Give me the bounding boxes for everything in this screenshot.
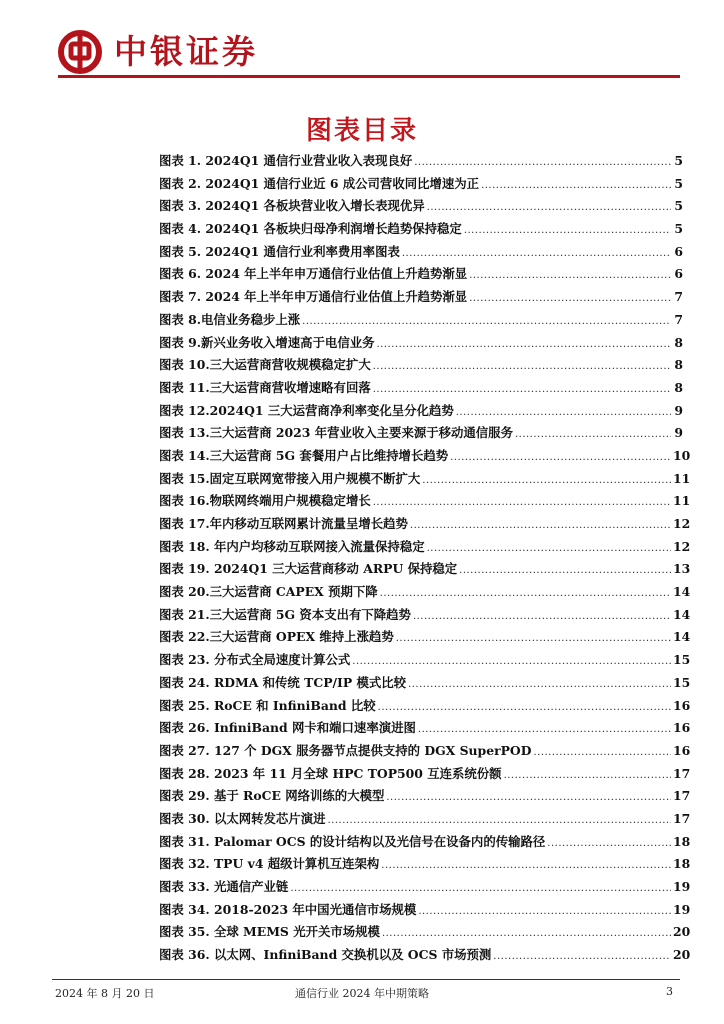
- toc-entry[interactable]: [159, 945, 691, 968]
- toc-dot-leader: [427, 202, 671, 213]
- toc-dot-leader: [413, 611, 671, 622]
- toc-entry-label: 图表 24. RDMA 和传统 TCP/IP 模式比较: [159, 674, 407, 690]
- toc-entry-label: 图表 33. 光通信产业链: [159, 879, 289, 894]
- toc-dot-leader: [464, 225, 671, 236]
- toc-entry[interactable]: [159, 786, 691, 809]
- toc-entry-label: 图表 29. 基于 RoCE 网络训练的大模型: [159, 788, 385, 804]
- toc-entry-page: 16: [673, 697, 691, 713]
- toc-dot-leader: [493, 951, 671, 962]
- toc-entry-label: 图表 5. 2024Q1 通信行业利率费用率图表: [159, 243, 400, 259]
- toc-entry-label: 图表 12.2024Q1 三大运营商净利率变化呈分化趋势: [159, 402, 454, 418]
- toc-dot-leader: [396, 633, 671, 644]
- toc-entry-page: 17: [673, 788, 691, 804]
- toc-entry-label: 图表 10.三大运营商营收规模稳定扩大: [159, 357, 371, 373]
- toc-entry-label: 图表 31. Palomar OCS 的设计结构以及光信号在设备内的传输路径: [159, 833, 546, 849]
- toc-entry[interactable]: [159, 832, 691, 855]
- toc-entry-label: 图表 19. 2024Q1 三大运营商移动 ARPU 保持稳定: [159, 561, 458, 577]
- toc-dot-leader: [290, 883, 671, 894]
- toc-entry-label: 图表 35. 全球 MEMS 光开关市场规模: [159, 924, 380, 940]
- toc-entry[interactable]: [159, 264, 683, 287]
- toc-entry-page: 7: [674, 289, 683, 305]
- toc-entry-label: 图表 6. 2024 年上半年申万通信行业估值上升趋势渐显: [159, 266, 468, 282]
- toc-dot-leader: [386, 792, 671, 803]
- toc-entry-page: 14: [673, 606, 691, 622]
- toc-dot-leader: [414, 157, 671, 168]
- toc-entry[interactable]: [159, 333, 683, 356]
- toc-entry-label: 图表 1. 2024Q1 通信行业营业收入表现良好: [159, 153, 413, 168]
- page-header: [48, 22, 678, 82]
- toc-entry-label: 图表 11.三大运营商营收增速略有回落: [159, 379, 371, 395]
- toc-entry-label: 图表 28. 2023 年 11 月全球 HPC TOP500 互连系统份额: [159, 765, 502, 781]
- toc-entry[interactable]: [159, 491, 691, 514]
- toc-entry-page: 5: [674, 153, 683, 168]
- toc-entry-page: 13: [673, 561, 691, 577]
- toc-entry-page: 20: [673, 947, 691, 963]
- toc-entry-label: 图表 2. 2024Q1 通信行业近 6 成公司营收同比增速为正: [159, 175, 480, 191]
- toc-dot-leader: [469, 270, 671, 281]
- toc-dot-leader: [408, 679, 671, 690]
- toc-dot-leader: [515, 429, 671, 440]
- toc-entry[interactable]: [159, 696, 691, 719]
- toc-entry-label: 图表 30. 以太网转发芯片演进: [159, 810, 326, 826]
- toc-entry-page: 8: [674, 379, 683, 395]
- toc-dot-leader: [410, 520, 671, 531]
- toc-entry[interactable]: [159, 809, 691, 832]
- toc-entry-label: 图表 3. 2024Q1 各板块营业收入增长表现优异: [159, 198, 425, 214]
- toc-entry-page: 6: [674, 243, 683, 259]
- toc-entry-page: 12: [673, 516, 691, 531]
- toc-entry-label: 图表 4. 2024Q1 各板块归母净利润增长趋势保持稳定: [159, 221, 462, 237]
- toc-entry[interactable]: [159, 627, 691, 650]
- toc-dot-leader: [382, 928, 671, 939]
- toc-entry[interactable]: [159, 423, 683, 446]
- toc-entry-page: 16: [673, 742, 691, 758]
- toc-entry[interactable]: [159, 287, 683, 310]
- toc-entry-page: 17: [673, 810, 691, 826]
- toc-entry[interactable]: [159, 877, 691, 900]
- toc-entry-label: 图表 13.三大运营商 2023 年营业收入主要来源于移动通信服务: [159, 425, 513, 441]
- toc-dot-leader: [327, 815, 671, 826]
- toc-entry-label: 图表 25. RoCE 和 InfiniBand 比较: [159, 697, 376, 713]
- toc-entry-page: 10: [673, 447, 691, 463]
- toc-entry-page: 9: [674, 402, 683, 418]
- footer-date: 2024 年 8 月 20 日: [55, 987, 155, 1000]
- toc-entry-page: 7: [674, 311, 683, 327]
- toc-dot-leader: [377, 339, 672, 350]
- toc-entry-label: 图表 21.三大运营商 5G 资本支出有下降趋势: [159, 606, 411, 622]
- toc-entry-label: 图表 23. 分布式全局速度计算公式: [159, 652, 351, 668]
- toc-dot-leader: [422, 475, 671, 486]
- toc-dot-leader: [373, 384, 671, 395]
- bank-of-china-logo-icon: [57, 29, 103, 75]
- toc-entry-page: 8: [674, 334, 683, 350]
- toc-entry-page: 15: [673, 674, 691, 690]
- toc-dot-leader: [547, 838, 671, 849]
- toc-entry[interactable]: [159, 310, 683, 333]
- toc-entry-label: 图表 7. 2024 年上半年申万通信行业估值上升趋势渐显: [159, 289, 468, 305]
- toc-entry-label: 图表 22.三大运营商 OPEX 维持上涨趋势: [159, 629, 394, 645]
- toc-entry-page: 11: [673, 470, 691, 486]
- toc-entry-label: 图表 27. 127 个 DGX 服务器节点提供支持的 DGX SuperPOD: [159, 742, 532, 758]
- toc-entry[interactable]: [159, 741, 691, 764]
- toc-entry[interactable]: [159, 605, 691, 628]
- toc-dot-leader: [380, 588, 671, 599]
- toc-entry-page: 5: [674, 221, 683, 237]
- toc-entry[interactable]: [159, 582, 691, 605]
- footer-page-number: 3: [666, 985, 673, 998]
- toc-entry-page: 11: [673, 493, 691, 509]
- toc-entry-label: 图表 26. InfiniBand 网卡和端口速率演进图: [159, 720, 416, 736]
- toc-dot-leader: [469, 293, 671, 304]
- toc-entry[interactable]: [159, 242, 683, 265]
- toc-entry-page: 19: [673, 901, 691, 917]
- toc-dot-leader: [402, 248, 671, 259]
- toc-dot-leader: [373, 361, 671, 372]
- toc-entry-label: 图表 20.三大运营商 CAPEX 预期下降: [159, 584, 378, 600]
- toc-dot-leader: [302, 316, 671, 327]
- toc-entry[interactable]: [159, 854, 691, 877]
- toc-entry-page: 8: [674, 357, 683, 373]
- toc-entry[interactable]: [159, 650, 691, 673]
- toc-title: 图表目录: [305, 116, 418, 146]
- toc-entry-page: 6: [674, 266, 683, 282]
- toc-entry-label: 图表 17.年内移动互联网累计流量呈增长趋势: [159, 516, 408, 531]
- toc-dot-leader: [504, 770, 671, 781]
- toc-dot-leader: [373, 497, 671, 508]
- header-divider: [58, 75, 680, 78]
- toc-entry[interactable]: [159, 514, 691, 537]
- toc-entry[interactable]: [159, 900, 691, 923]
- toc-dot-leader: [352, 656, 671, 667]
- toc-dot-leader: [418, 724, 671, 735]
- toc-entry-label: 图表 16.物联网终端用户规模稳定增长: [159, 493, 371, 509]
- toc-entry-label: 图表 32. TPU v4 超级计算机互连架构: [159, 856, 380, 872]
- toc-entry[interactable]: [159, 401, 683, 424]
- toc-dot-leader: [381, 860, 671, 871]
- toc-entry[interactable]: [159, 174, 683, 197]
- toc-entry-label: 图表 34. 2018-2023 年中国光通信市场规模: [159, 901, 417, 917]
- toc-entry[interactable]: [159, 718, 691, 741]
- toc-dot-leader: [418, 906, 671, 917]
- toc-entry-page: 9: [674, 425, 683, 441]
- toc-entry[interactable]: [159, 196, 683, 219]
- toc-entry-page: 16: [673, 720, 691, 736]
- toc-entry-label: 图表 8.电信业务稳步上涨: [159, 311, 301, 327]
- toc-entry-page: 15: [673, 652, 691, 668]
- toc-entry[interactable]: [159, 559, 691, 582]
- toc-entry[interactable]: [159, 355, 683, 378]
- toc-entry[interactable]: [159, 378, 683, 401]
- toc-entry-label: 图表 36. 以太网、InfiniBand 交换机以及 OCS 市场预测: [159, 947, 492, 963]
- toc-dot-leader: [459, 565, 671, 576]
- toc-entry-page: 14: [673, 584, 691, 600]
- toc-entry[interactable]: [159, 922, 691, 945]
- toc-entry-page: 19: [673, 879, 691, 894]
- toc-dot-leader: [450, 452, 671, 463]
- toc-entry-label: 图表 15.固定互联网宽带接入用户规模不断扩大: [159, 470, 421, 486]
- toc-entry[interactable]: [159, 151, 683, 174]
- toc-entry-label: 图表 14.三大运营商 5G 套餐用户占比维持增长趋势: [159, 447, 449, 463]
- toc-entry-page: 18: [673, 833, 691, 849]
- toc-entry-page: 20: [673, 924, 691, 940]
- toc-dot-leader: [456, 407, 671, 418]
- toc-entry[interactable]: [159, 673, 691, 696]
- toc-dot-leader: [378, 702, 671, 713]
- brand-name: 中银证券: [114, 32, 258, 71]
- toc-dot-leader: [427, 543, 671, 554]
- toc-entry-label: 图表 9.新兴业务收入增速高于电信业务: [159, 334, 375, 350]
- toc-dot-leader: [533, 747, 671, 758]
- toc-entry[interactable]: [159, 537, 691, 560]
- toc-entry-page: 5: [674, 198, 683, 214]
- toc-entry[interactable]: [159, 764, 691, 787]
- toc-entry-label: 图表 18. 年内户均移动互联网接入流量保持稳定: [159, 538, 425, 554]
- toc-dot-leader: [481, 180, 671, 191]
- toc-entry-page: 18: [673, 856, 691, 872]
- toc-entry-page: 14: [673, 629, 691, 645]
- footer-divider: [52, 979, 680, 980]
- toc-entry[interactable]: [159, 219, 683, 242]
- toc-entry-page: 12: [673, 538, 691, 554]
- toc-list: [159, 151, 691, 968]
- toc-entry[interactable]: [159, 469, 691, 492]
- toc-entry-page: 17: [673, 765, 691, 781]
- toc-entry[interactable]: [159, 446, 691, 469]
- footer-title: 通信行业 2024 年中期策略: [295, 987, 429, 1000]
- toc-entry-page: 5: [674, 175, 683, 191]
